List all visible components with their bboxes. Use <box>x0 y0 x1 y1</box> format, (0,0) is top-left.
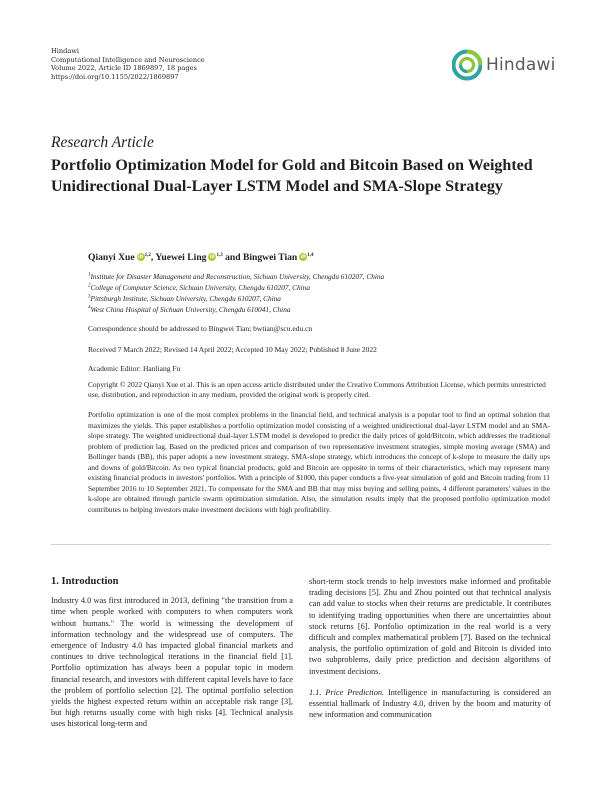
orcid-icon[interactable] <box>137 253 145 261</box>
hindawi-logo <box>452 48 564 82</box>
article-type: Research Article <box>51 134 154 151</box>
author-affiliation-sup: 1,4 <box>307 252 314 258</box>
affiliation <box>88 305 291 314</box>
correspondence: Correspondence should be addressed to Bingwei Tian; bwtian@scu.edu.cn <box>88 324 313 333</box>
subsection-title: 1.1. Price Prediction. <box>309 687 385 697</box>
affiliation-text: Institute for Disaster Management and Reconstruction, Sichuan University, Chengdu 610207, China <box>90 272 385 281</box>
author-list <box>88 252 314 263</box>
author-affiliation-sup: 1,2 <box>144 252 151 258</box>
affiliation <box>88 272 384 281</box>
affiliation-text: Pittsburgh Institute, Sichuan University, Chengdu 610207, China <box>90 294 281 303</box>
author-name[interactable]: Qianyi Xue <box>88 252 135 263</box>
logo-wordmark: Hindawi <box>486 55 556 75</box>
affiliation-text: College of Computer Science, Sichuan University, Chengdu 610207, China <box>90 283 310 292</box>
publication-dates: Received 7 March 2022; Revised 14 April 2022; Accepted 10 May 2022; Published 8 June 2022 <box>88 345 377 354</box>
author-affiliation-sup: 1,3 <box>216 252 223 258</box>
affiliation-text: West China Hospital of Sichuan University, Chengdu 610041, China <box>90 305 291 314</box>
affiliation-number: 1 <box>88 272 91 278</box>
volume-info: Volume 2022, Article ID 1869897, 18 pages <box>51 64 197 73</box>
affiliation <box>88 294 281 303</box>
subsection-paragraph <box>309 687 551 721</box>
right-column <box>309 576 551 720</box>
intro-paragraph-right: short-term stock trends to help investors make informed and profitable trading decisions [5]. Zhu and Zhou pointed out that technical analysis can add value to stocks when their returns are predictable. It contributes to identifying trading opportunities when there are uncertainties about stock returns [6]. Portfolio optimization in the real world is a very difficult and complex mathematical problem [7]. Based on the technical analysis, the portfolio optimization of gold and Bitcoin is divided into two subproblems, daily price prediction and decision algorithms of investment decisions. <box>309 577 551 676</box>
journal-name: Computational Intelligence and Neuroscience <box>51 55 205 64</box>
paper-title: Portfolio Optimization Model for Gold and Bitcoin Based on Weighted Unidirectional Dual-Layer LSTM Model and SMA-Slope Strategy <box>51 157 533 195</box>
copyright-notice: Copyright © 2022 Qianyi Xue et al. This is an open access article distributed under the Creative Commons Attribution License, which permits unrestricted use, distribution, and reproduction in any medium, provided the original work is properly cited. <box>88 380 546 400</box>
affiliation-number: 4 <box>88 305 91 311</box>
author-name[interactable]: Yuewei Ling <box>155 252 207 263</box>
orcid-icon[interactable] <box>299 253 307 261</box>
abstract: Portfolio optimization is one of the most complex problems in the financial field, and technical analysis is a popular tool to find an optimal solution that maximizes the yields. This paper establishes a portfolio optimization model consisting of a weighted unidirectional dual-layer LSTM model and an SMA-slope strategy. The weighted unidirectional dual-layer LSTM model is developed to predict the daily prices of gold/Bitcoin, which addresses the traditional problem of prediction lag. Based on the predicted prices and comparison of two representative investment strategies, simple moving average (SMA) and Bollinger bands (BB), this paper adopts a new investment strategy, SMA-slope strategy, which introduces the concept of k-slope to measure the daily ups and downs of gold/Bitcoin. As two typical financial products, gold and Bitcoin are opposite in terms of their characteristics, which may represent many existing financial products in investors' portfolios. With a principle of $1000, this paper conducts a five-year simulation of gold and Bitcoin trading from 11 September 2016 to 10 September 2021. To compensate for the SMA and BB that may miss buying and selling points, 4 different parameters' values in the k-slope are obtained through particle swarm optimization simulation. Also, the simulation results imply that the proposed portfolio optimization model contributes to helping investors make investment decisions with high profitability. <box>88 410 550 514</box>
section-heading: 1. Introduction <box>51 576 119 587</box>
hindawi-logo-icon <box>452 48 482 82</box>
subsection-text: Intelligence in manufacturing is considered an essential hallmark of Industry 4.0, driven by the boom and maturity of new information and communication <box>309 687 551 720</box>
intro-paragraph-left: Industry 4.0 was first introduced in 2013, defining "the transition from a time when people worked with computers to when computers work without humans." The world is witnessing the development of information technology and the widespread use of computers. The emergence of Industry 4.0 has impacted global financial markets and continues to drive technological iterations in the financial field [1]. Portfolio optimization has always been a popular topic in modern financial research, and investors with different capital levels have to face the problem of portfolio selection [2]. The optimal portfolio selection yields the highest expected return within an acceptable risk range [3], but high returns usually come with high risks [4]. Technical analysis uses historical long-term and <box>51 596 293 729</box>
affiliation-number: 2 <box>88 283 91 289</box>
left-column <box>51 576 293 730</box>
doi-link[interactable]: https://doi.org/10.1155/2022/1869897 <box>51 72 179 81</box>
affiliation-number: 3 <box>88 294 91 300</box>
academic-editor: Academic Editor: Hanliang Fu <box>88 364 181 373</box>
orcid-icon[interactable] <box>208 253 216 261</box>
journal-header <box>51 47 205 81</box>
section-divider <box>51 544 551 545</box>
author-separator: and <box>222 252 243 263</box>
author-name[interactable]: Bingwei Tian <box>242 252 298 263</box>
affiliation <box>88 283 310 292</box>
author-separator: , <box>150 252 156 263</box>
publisher-name: Hindawi <box>51 47 80 55</box>
